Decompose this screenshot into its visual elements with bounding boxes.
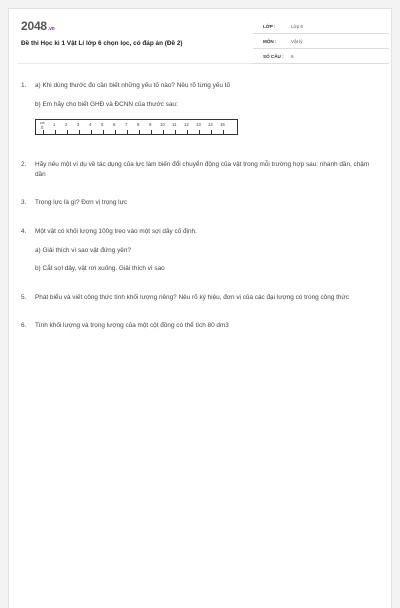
ruler-tick-mark — [151, 130, 152, 134]
question-item — [21, 293, 379, 303]
ruler-tick-label: 9 — [149, 122, 152, 128]
question-subpart: a) Giải thích vì sao vật đứng yên? — [35, 246, 131, 254]
question-item — [21, 160, 379, 179]
logo-text: 2048 — [21, 19, 47, 33]
question-number: 3. — [21, 199, 27, 207]
ruler-tick-label: 14 — [208, 122, 213, 128]
ruler-tick-label: 15 — [220, 122, 225, 128]
question-subpart: b) Cắt sợi dây, vật rơi xuống. Giải thích vì sao — [35, 265, 165, 273]
meta-value-class: Lớp 6 — [291, 24, 303, 29]
question-item — [21, 321, 379, 331]
ruler-tick-label: 6 — [113, 122, 116, 128]
ruler-tick-label: 1 — [53, 122, 56, 128]
page-title: Đề thi Học kì 1 Vật Lí lớp 6 chọn lọc, có đáp án (Đề 2) — [21, 40, 183, 47]
question-list — [21, 81, 379, 331]
ruler-tick-mark — [79, 130, 80, 134]
ruler-tick-mark — [67, 130, 68, 134]
meta-info — [253, 20, 389, 65]
meta-key-count: SỐ CÂU : — [263, 54, 284, 59]
ruler-tick-mark — [175, 130, 176, 134]
ruler-tick-label: 11 — [172, 122, 177, 128]
meta-key-subject: MÔN : — [263, 39, 277, 44]
question-subpart: b) Em hãy cho biết GHĐ và ĐCNN của thước sau: — [35, 100, 178, 108]
ruler-tick-label: 5 — [101, 122, 104, 128]
question-text: Một vật có khối lượng 100g treo vào một sợi dây cố định. — [35, 228, 197, 236]
worksheet-header — [17, 15, 383, 64]
ruler-unit-label: cm — [40, 121, 45, 126]
meta-value-count: 6 — [291, 54, 294, 59]
question-number: 2. — [21, 161, 27, 169]
ruler-tick-mark — [55, 130, 56, 134]
meta-row-subject — [253, 35, 389, 49]
ruler-tick-label: 0 — [41, 125, 44, 131]
ruler-tick-mark — [43, 130, 44, 134]
ruler-tick-label: 2 — [65, 122, 68, 128]
question-text: a) Khi dùng thước đo cần biết những yếu tố nào? Nêu rõ từng yếu tố — [35, 82, 231, 89]
ruler-tick-mark — [163, 130, 164, 134]
worksheet-page — [8, 8, 392, 608]
question-text: Tính khối lượng và trọng lượng của một cột đồng có thể tích 80 dm3 — [35, 322, 229, 330]
ruler-tick-mark — [223, 130, 224, 134]
question-item — [21, 198, 379, 208]
ruler-tick-label: 12 — [184, 122, 189, 128]
meta-row-count — [253, 50, 389, 64]
ruler-figure — [35, 119, 238, 135]
question-text: Trọng lực là gì? Đơn vị trọng lực — [35, 199, 128, 207]
ruler-tick-mark — [91, 130, 92, 134]
ruler-tick-label: 8 — [137, 122, 140, 128]
ruler-tick-mark — [115, 130, 116, 134]
question-text: Phát biểu và viết công thức tính khối lượng riêng? Nêu rõ ký hiệu, đơn vị của các đại lượng có trong công thức — [35, 293, 349, 301]
question-number: 1. — [21, 82, 27, 89]
meta-value-subject: Vật lý — [291, 39, 303, 44]
ruler-tick-mark — [199, 130, 200, 134]
ruler-tick-mark — [211, 130, 212, 134]
question-number: 6. — [21, 322, 27, 330]
question-item — [21, 81, 379, 135]
question-text: Hãy nêu một ví dụ về tác dụng của lực làm biến đổi chuyển động của vật trong mỗi trường hợp sau: nhanh dần, chậm dần — [35, 161, 370, 178]
site-logo[interactable] — [21, 19, 55, 33]
ruler-tick-label: 7 — [125, 122, 128, 128]
ruler-tick-mark — [187, 130, 188, 134]
ruler-tick-label: 3 — [77, 122, 80, 128]
question-item — [21, 227, 379, 274]
ruler-tick-label: 13 — [196, 122, 201, 128]
meta-key-class: LỚP : — [263, 24, 276, 29]
ruler-tick-mark — [127, 130, 128, 134]
ruler-tick-mark — [103, 130, 104, 134]
question-number: 5. — [21, 293, 27, 301]
ruler-tick-label: 4 — [89, 122, 92, 128]
meta-row-class — [253, 20, 389, 34]
logo-suffix: .vn — [47, 26, 55, 32]
ruler-tick-label: 10 — [160, 122, 165, 128]
ruler-tick-mark — [139, 130, 140, 134]
question-number: 4. — [21, 228, 27, 236]
